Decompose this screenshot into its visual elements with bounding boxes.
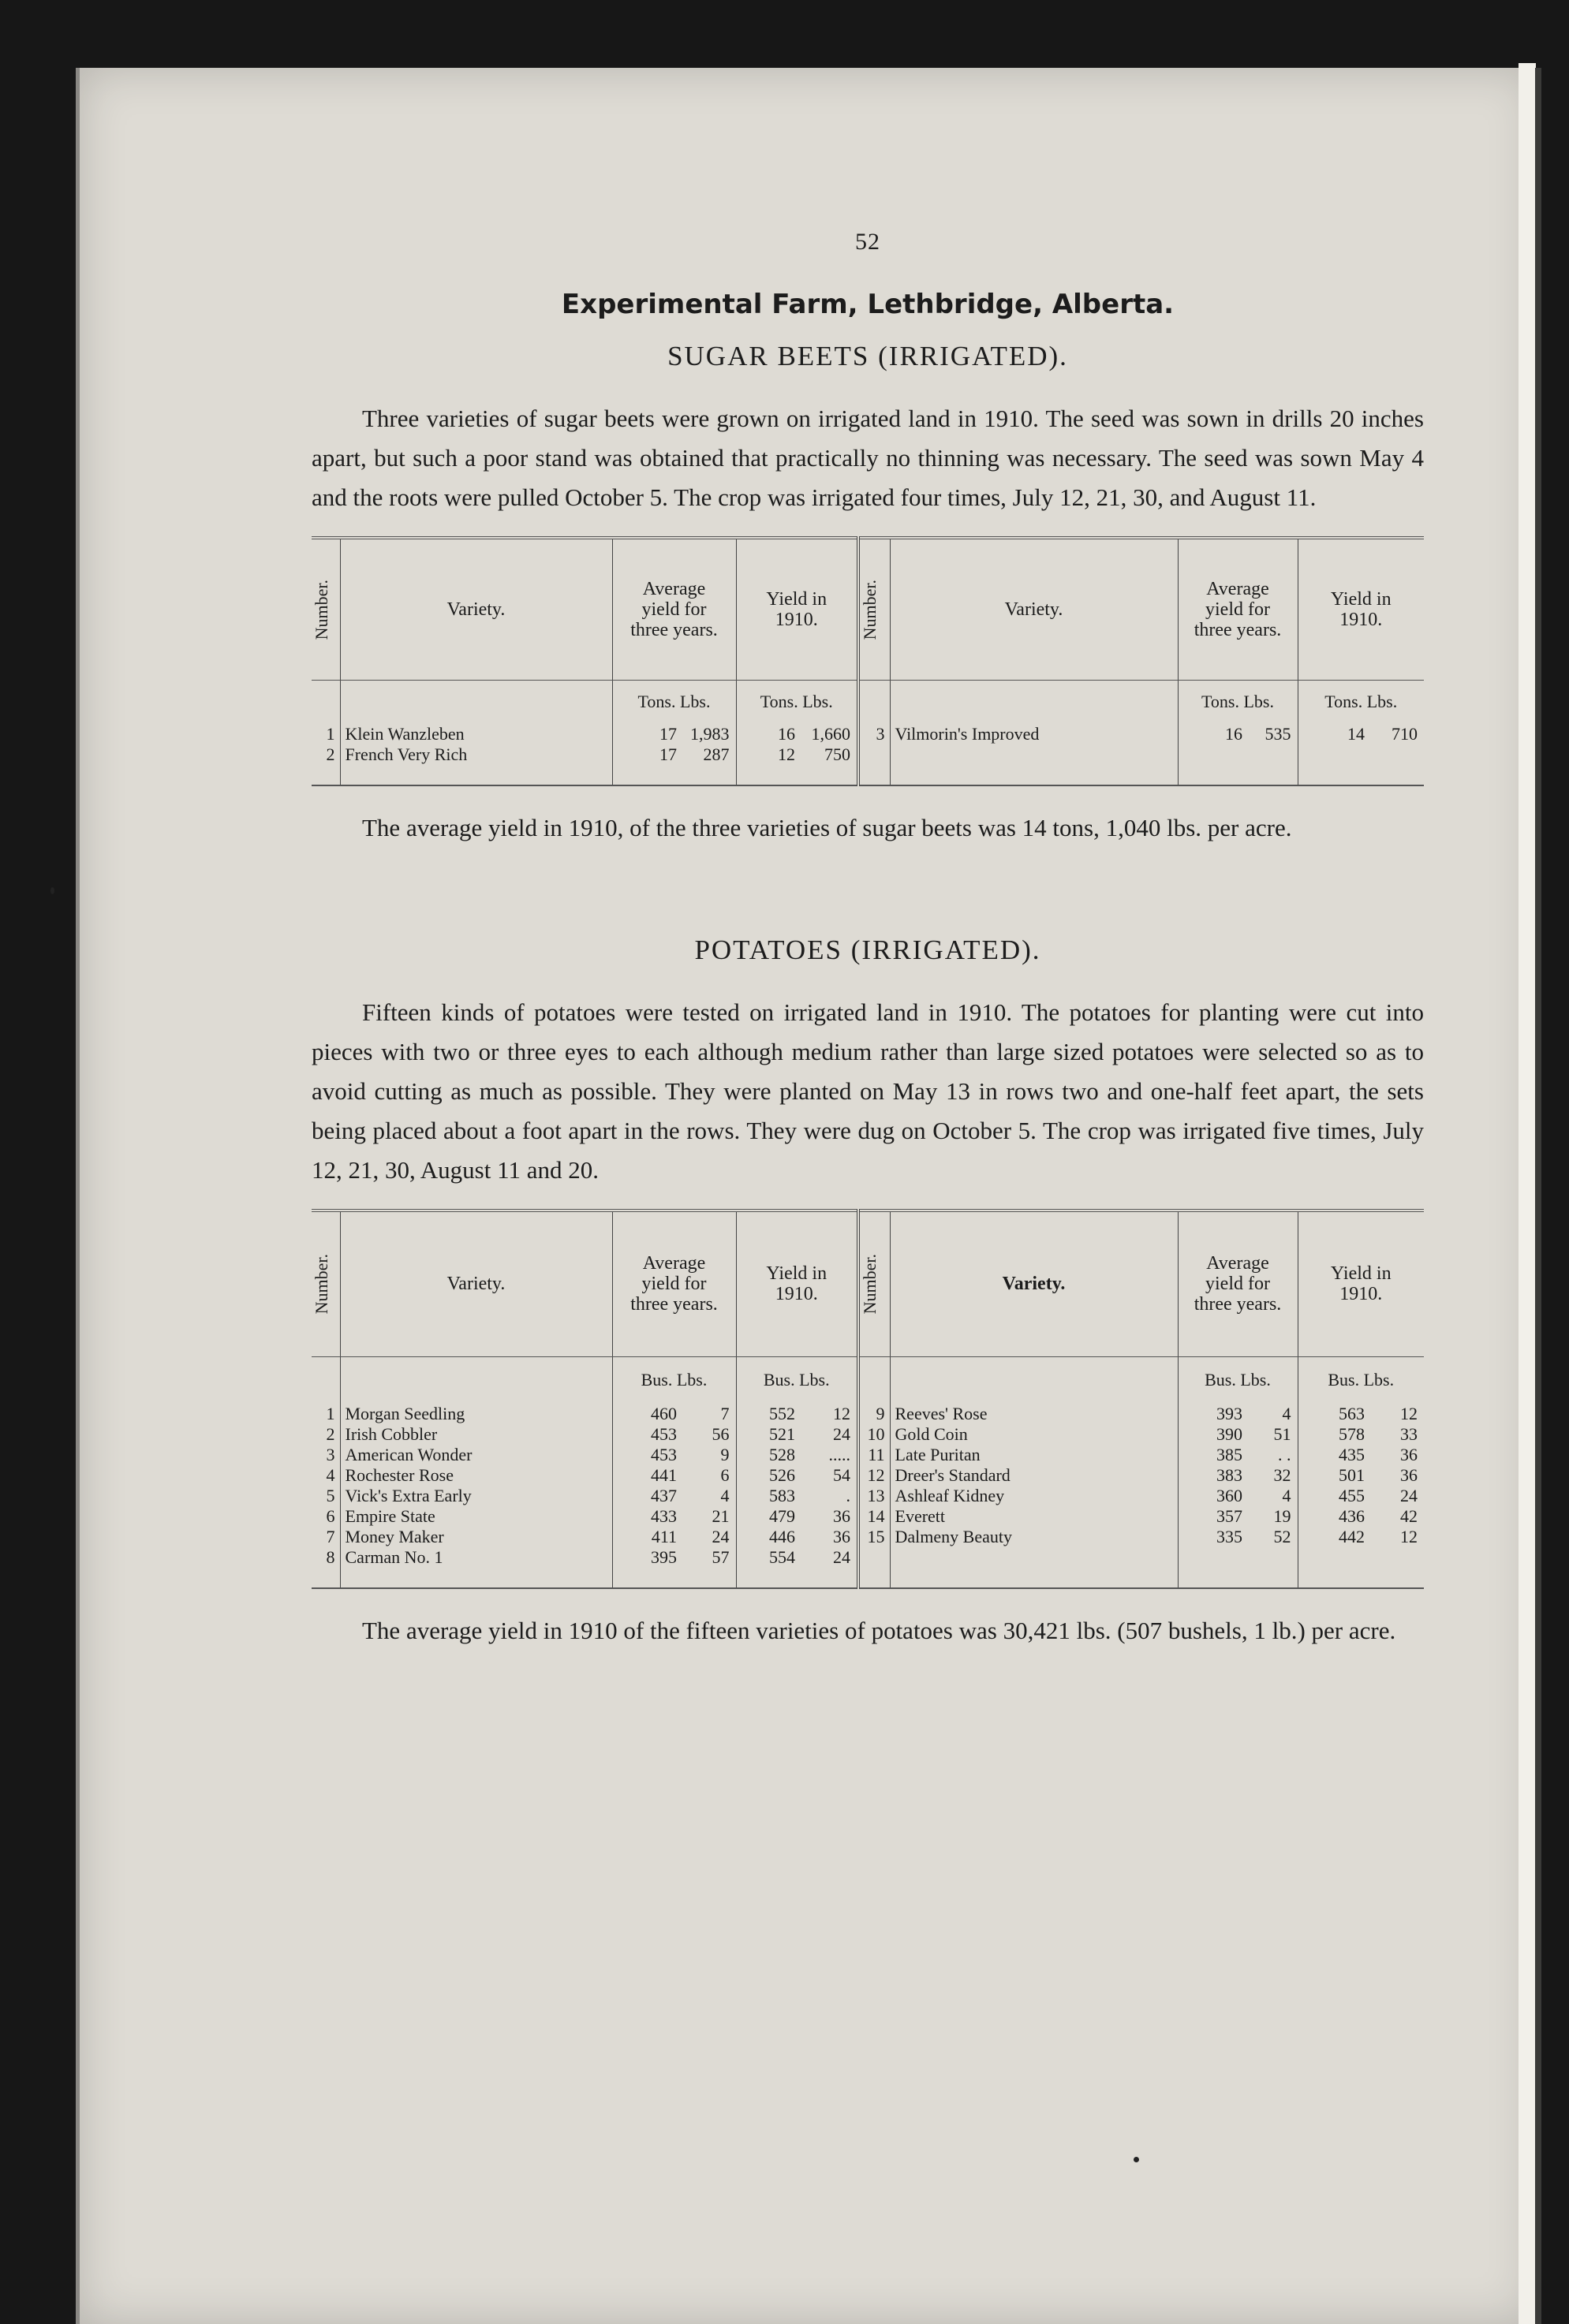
sugar-beets-intro: Three varieties of sugar beets were grown on irrigated land in 1910. The seed was sown in drills 20 inches apart, but such a poor stand was obtained that practically no thinning was necessary. The seed was sown May 4 and the roots were pulled October 5. The crop was irrigated four times, July 12, 21, 30, and August 11. xyxy=(312,405,1424,511)
table-row: 3 American Wonder 453 9 528 ..... 11 Late Puritan 385 . . 435 36 xyxy=(312,1445,1424,1465)
sugar-beets-note: The average yield in 1910, of the three varieties of sugar beets was 14 tons, 1,040 lbs. per acre. xyxy=(362,814,1292,841)
table-row: 6 Empire State 433 21 479 36 14 Everett 357 19 436 42 xyxy=(312,1506,1424,1527)
sugar-yield-header: Yield in 1910. xyxy=(736,538,858,680)
sugar-avg-header: Average yield for three years. xyxy=(612,538,736,680)
potatoes-yield-header-2: Yield in 1910. xyxy=(1298,1210,1424,1356)
sugar-beets-table xyxy=(312,536,1424,786)
potatoes-note: The average yield in 1910 of the fifteen varieties of potatoes was 30,421 lbs. (507 bushels, 1 lb.) per acre. xyxy=(362,1617,1396,1644)
table-row: 8 Carman No. 1 395 57 554 24 xyxy=(312,1547,1424,1568)
table-row: 1 Morgan Seedling 460 7 552 12 9 Reeves' Rose 393 4 563 12 xyxy=(312,1404,1424,1424)
potatoes-number-header-2: Number. xyxy=(858,1210,890,1356)
sugar-number-header: Number. xyxy=(312,538,340,680)
sugar-avg-header-2: Average yield for three years. xyxy=(1178,538,1298,680)
page-edge xyxy=(1519,63,1536,2324)
table-row: 7 Money Maker 411 24 446 36 15 Dalmeny Beauty 335 52 442 12 xyxy=(312,1527,1424,1547)
speck xyxy=(1134,2157,1139,2162)
table-row: 5 Vick's Extra Early 437 4 583 . 13 Ashleaf Kidney 360 4 455 24 xyxy=(312,1486,1424,1506)
potatoes-avg-units: Bus. Lbs. xyxy=(612,1356,736,1404)
potatoes-intro: Fifteen kinds of potatoes were tested on irrigated land in 1910. The potatoes for planting were cut into pieces with two or three eyes to each although medium rather than large sized potatoes were selected so as to avoid cutting as much as possible. They were planted on May 13 in rows two and one-half feet apart, the sets being placed about a foot apart in the rows. They were dug on October 5. The crop was irrigated five times, July 12, 21, 30, August 11 and 20. xyxy=(312,998,1424,1184)
sugar-beets-title: SUGAR BEETS (IRRIGATED). xyxy=(667,341,1068,371)
potatoes-variety-header-2: Variety. xyxy=(890,1210,1178,1356)
sugar-yield-header-2: Yield in 1910. xyxy=(1298,538,1424,680)
page-edge-shadow xyxy=(1535,68,1541,2324)
sugar-yield-units-2: Tons. Lbs. xyxy=(1324,692,1398,712)
potatoes-yield-units: Bus. Lbs. xyxy=(736,1356,858,1404)
sugar-yield-units: Tons. Lbs. xyxy=(736,680,858,724)
sugar-avg-units: Tons. Lbs. xyxy=(612,680,736,724)
sugar-variety-header: Variety. xyxy=(340,538,612,680)
potatoes-avg-header: Average yield for three years. xyxy=(612,1210,736,1356)
table-row: 1 Klein Wanzleben 17 1,983 16 1,660 3 Vilmorin's Improved 16 535 14 710 xyxy=(312,724,1424,744)
sugar-avg-units-2: Tons. Lbs. xyxy=(1178,680,1298,724)
speck xyxy=(50,887,54,894)
sugar-number-header-2: Number. xyxy=(858,538,890,680)
page-number: 52 xyxy=(855,229,880,255)
potatoes-table xyxy=(312,1209,1424,1589)
potatoes-yield-units-2: Bus. Lbs. xyxy=(1328,1370,1395,1390)
potatoes-avg-header-2: Average yield for three years. xyxy=(1178,1210,1298,1356)
potatoes-title: POTATOES (IRRIGATED). xyxy=(694,934,1041,965)
potatoes-yield-header: Yield in 1910. xyxy=(736,1210,858,1356)
potatoes-avg-units-2: Bus. Lbs. xyxy=(1178,1356,1298,1404)
farm-title: Experimental Farm, Lethbridge, Alberta. xyxy=(561,289,1175,320)
sugar-variety-header-2: Variety. xyxy=(890,538,1178,680)
table-row: 2 Irish Cobbler 453 56 521 24 10 Gold Coin 390 51 578 33 xyxy=(312,1424,1424,1445)
page-content xyxy=(312,229,1424,1651)
potatoes-number-header: Number. xyxy=(312,1210,340,1356)
potatoes-variety-header: Variety. xyxy=(340,1210,612,1356)
table-row: 2 French Very Rich 17 287 12 750 xyxy=(312,744,1424,765)
table-row: 4 Rochester Rose 441 6 526 54 12 Dreer's Standard 383 32 501 36 xyxy=(312,1465,1424,1486)
